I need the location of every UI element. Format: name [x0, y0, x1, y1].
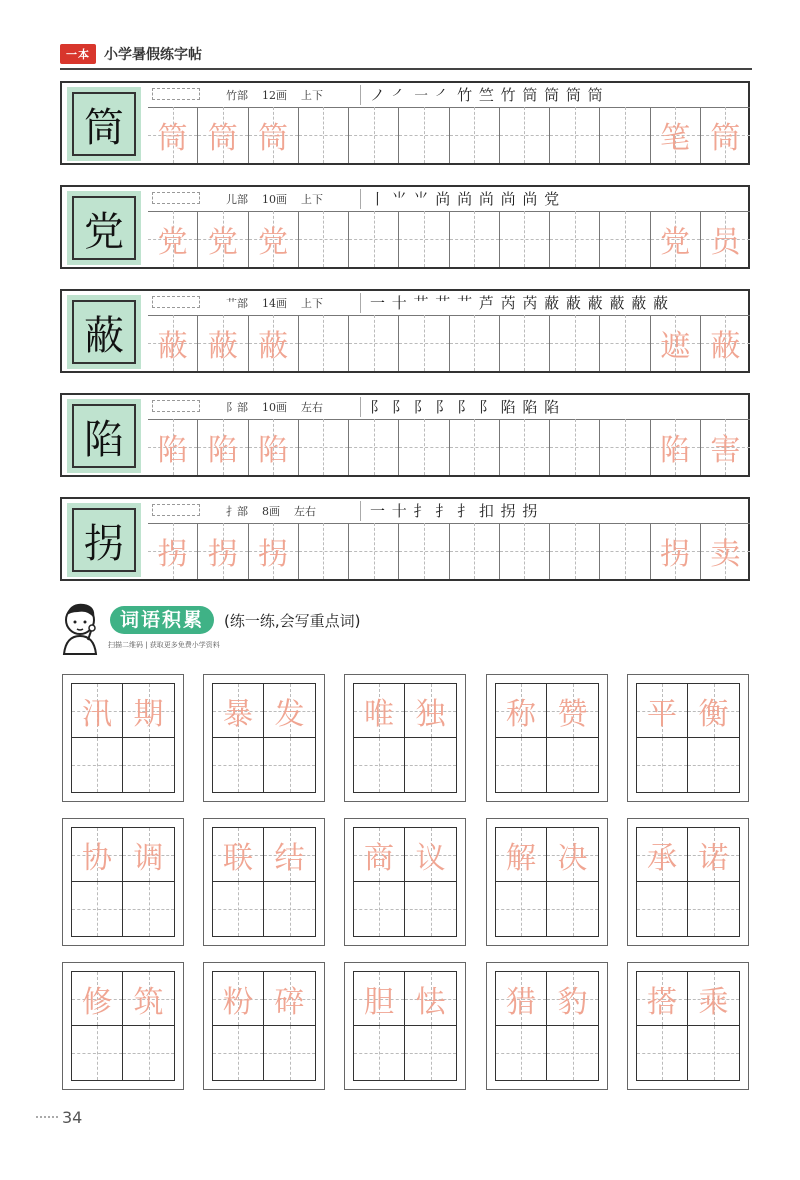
practice-cell[interactable]: [197, 211, 247, 267]
model-char: 蔽: [72, 300, 136, 364]
trace-char: 汛: [82, 696, 112, 732]
word-grid: [353, 683, 457, 793]
practice-cell[interactable]: [248, 211, 298, 267]
trace-char: 议: [415, 840, 446, 876]
practice-cell[interactable]: [650, 315, 700, 371]
word-grid: [636, 827, 740, 937]
word-cell[interactable]: [547, 882, 598, 936]
trace-char: 员: [710, 225, 741, 260]
trace-char: 拐: [157, 537, 188, 572]
word-box: [344, 674, 466, 802]
char-info-bar: [148, 499, 750, 524]
word-cell[interactable]: [688, 972, 739, 1026]
trace-char: 胆: [364, 984, 394, 1020]
word-cell[interactable]: [123, 684, 174, 738]
practice-cell[interactable]: [599, 419, 649, 475]
word-cell[interactable]: [637, 828, 688, 882]
practice-cell[interactable]: [248, 107, 298, 163]
word-cell[interactable]: [405, 1026, 456, 1080]
word-cell[interactable]: [405, 882, 456, 936]
practice-cell[interactable]: [449, 419, 499, 475]
char-info-bar: [148, 83, 750, 108]
trace-char: 协: [82, 840, 112, 876]
trace-char: 猎: [506, 984, 536, 1020]
word-grid: [353, 827, 457, 937]
word-grid: [71, 827, 175, 937]
word-grid: [212, 683, 316, 793]
practice-grid: [148, 419, 750, 475]
model-char: 陷: [72, 404, 136, 468]
word-cell[interactable]: [354, 828, 405, 882]
word-cell[interactable]: [496, 882, 547, 936]
practice-cell[interactable]: [549, 211, 599, 267]
word-cell[interactable]: [264, 972, 315, 1026]
section-title: 词语积累: [110, 606, 214, 634]
char-meta: 儿部 10画 上下: [226, 193, 323, 206]
char-info-bar: [148, 291, 750, 316]
practice-cell[interactable]: [148, 523, 197, 579]
info-separator: [360, 85, 361, 105]
practice-grid: [148, 315, 750, 371]
word-grid: [71, 683, 175, 793]
trace-char: 党: [207, 225, 238, 260]
boy-thinking-icon: [58, 600, 106, 656]
word-box: [344, 818, 466, 946]
model-char-box: [67, 503, 141, 577]
char-row: [60, 497, 750, 581]
trace-char: 结: [274, 840, 305, 876]
model-char-box: [67, 191, 141, 265]
trace-char: 豹: [557, 984, 588, 1020]
word-cell[interactable]: [72, 1026, 123, 1080]
practice-cell[interactable]: [248, 523, 298, 579]
word-cell[interactable]: [123, 882, 174, 936]
practice-cell[interactable]: [449, 523, 499, 579]
practice-cell[interactable]: [549, 107, 599, 163]
practice-cell[interactable]: [650, 419, 700, 475]
trace-char: 唯: [364, 696, 394, 732]
trace-char: 赞: [557, 696, 588, 732]
practice-cell[interactable]: [449, 107, 499, 163]
trace-char: 蔽: [258, 329, 289, 364]
trace-char: 解: [506, 840, 536, 876]
info-separator: [360, 397, 361, 417]
model-char: 筒: [72, 92, 136, 156]
word-cell[interactable]: [264, 882, 315, 936]
word-cell[interactable]: [354, 972, 405, 1026]
trace-char: 诺: [698, 840, 729, 876]
word-cell[interactable]: [547, 1026, 598, 1080]
word-cell[interactable]: [72, 882, 123, 936]
practice-cell[interactable]: [599, 107, 649, 163]
word-cell[interactable]: [688, 738, 739, 792]
word-cell[interactable]: [496, 738, 547, 792]
trace-char: 筒: [710, 121, 741, 156]
word-cell[interactable]: [637, 972, 688, 1026]
stroke-order: 阝 阝 阝 阝 阝 阝 陷 陷 陷: [370, 398, 561, 416]
trace-char: 搭: [647, 984, 677, 1020]
trace-char: 陷: [258, 433, 289, 468]
char-info-bar: [148, 187, 750, 212]
word-grid: [495, 683, 599, 793]
info-separator: [360, 501, 361, 521]
word-cell[interactable]: [637, 1026, 688, 1080]
practice-cell[interactable]: [398, 211, 448, 267]
trace-char: 筑: [133, 984, 164, 1020]
word-cell[interactable]: [354, 738, 405, 792]
practice-cell[interactable]: [148, 419, 197, 475]
word-cell[interactable]: [72, 738, 123, 792]
practice-cell[interactable]: [398, 419, 448, 475]
word-cell[interactable]: [496, 828, 547, 882]
trace-char: 决: [557, 840, 588, 876]
practice-cell[interactable]: [398, 523, 448, 579]
word-cell[interactable]: [637, 684, 688, 738]
word-cell[interactable]: [354, 1026, 405, 1080]
word-cell[interactable]: [123, 738, 174, 792]
info-separator: [360, 293, 361, 313]
pinyin-box[interactable]: [152, 504, 200, 516]
char-meta: 扌部 8画 左右: [226, 505, 316, 518]
practice-cell[interactable]: [197, 419, 247, 475]
word-cell[interactable]: [405, 738, 456, 792]
model-char-box: [67, 87, 141, 161]
practice-cell[interactable]: [700, 315, 750, 371]
practice-cell[interactable]: [499, 315, 549, 371]
word-cell[interactable]: [264, 684, 315, 738]
char-meta: 竹部 12画 上下: [226, 89, 323, 102]
word-box: [62, 674, 184, 802]
section-small-print: 扫描二维码 | 获取更多免费小学资料: [108, 641, 220, 649]
trace-char: 调: [133, 840, 164, 876]
word-cell[interactable]: [405, 684, 456, 738]
char-info-bar: [148, 395, 750, 420]
word-cell[interactable]: [213, 738, 264, 792]
practice-cell[interactable]: [298, 419, 348, 475]
word-cell[interactable]: [354, 684, 405, 738]
word-cell[interactable]: [264, 828, 315, 882]
practice-cell[interactable]: [650, 523, 700, 579]
trace-char: 暴: [223, 696, 253, 732]
practice-cell[interactable]: [449, 315, 499, 371]
word-cell[interactable]: [264, 738, 315, 792]
trace-char: 党: [660, 225, 691, 260]
header-divider: [60, 68, 752, 70]
word-cell[interactable]: [637, 882, 688, 936]
practice-cell[interactable]: [298, 211, 348, 267]
word-cell[interactable]: [496, 972, 547, 1026]
practice-cell[interactable]: [599, 315, 649, 371]
trace-char: 陷: [207, 433, 238, 468]
series-badge: 一本: [60, 44, 96, 64]
practice-cell[interactable]: [650, 107, 700, 163]
word-cell[interactable]: [637, 738, 688, 792]
word-grid: [353, 971, 457, 1081]
trace-char: 党: [157, 225, 188, 260]
stroke-order: 一 十 艹 艹 艹 芦 芮 芮 蔽 蔽 蔽 蔽 蔽 蔽: [370, 294, 669, 312]
word-box: [486, 962, 608, 1090]
practice-cell[interactable]: [348, 523, 398, 579]
page-number: 34: [62, 1108, 83, 1127]
practice-cell[interactable]: [298, 107, 348, 163]
practice-cell[interactable]: [700, 211, 750, 267]
trace-char: 筒: [207, 121, 238, 156]
trace-char: 陷: [157, 433, 188, 468]
word-cell[interactable]: [688, 1026, 739, 1080]
trace-char: 筒: [157, 121, 188, 156]
word-cell[interactable]: [354, 882, 405, 936]
practice-cell[interactable]: [348, 315, 398, 371]
word-cell[interactable]: [213, 828, 264, 882]
practice-cell[interactable]: [248, 419, 298, 475]
trace-char: 害: [710, 433, 741, 468]
trace-char: 期: [133, 696, 164, 732]
word-box: [627, 674, 749, 802]
practice-cell[interactable]: [499, 211, 549, 267]
trace-char: 碎: [274, 984, 305, 1020]
trace-char: 粉: [223, 984, 253, 1020]
stroke-order: ノ ㇒ ㇐ ㇒ 竹 竺 竹 筒 筒 筒 筒: [370, 86, 604, 104]
trace-char: 蔽: [207, 329, 238, 364]
trace-char: 独: [415, 696, 446, 732]
word-grid: [495, 971, 599, 1081]
word-box: [486, 818, 608, 946]
practice-cell[interactable]: [700, 523, 750, 579]
practice-cell[interactable]: [148, 107, 197, 163]
practice-cell[interactable]: [398, 315, 448, 371]
trace-char: 怯: [415, 984, 446, 1020]
word-box: [62, 818, 184, 946]
practice-cell[interactable]: [650, 211, 700, 267]
word-cell[interactable]: [688, 828, 739, 882]
practice-cell[interactable]: [499, 523, 549, 579]
word-box: [486, 674, 608, 802]
char-row: [60, 289, 750, 373]
word-box: [627, 962, 749, 1090]
trace-char: 拐: [660, 537, 691, 572]
practice-cell[interactable]: [599, 211, 649, 267]
word-cell[interactable]: [123, 972, 174, 1026]
word-box: [203, 818, 325, 946]
trace-char: 商: [364, 840, 394, 876]
pinyin-box[interactable]: [152, 296, 200, 308]
word-cell[interactable]: [213, 684, 264, 738]
word-cell[interactable]: [123, 828, 174, 882]
trace-char: 蔽: [157, 329, 188, 364]
trace-char: 党: [258, 225, 289, 260]
trace-char: 筒: [258, 121, 289, 156]
practice-cell[interactable]: [449, 211, 499, 267]
word-box: [344, 962, 466, 1090]
char-meta: 阝部 10画 左右: [226, 401, 323, 414]
char-row: [60, 81, 750, 165]
word-cell[interactable]: [547, 684, 598, 738]
pinyin-box[interactable]: [152, 400, 200, 412]
trace-char: 联: [223, 840, 253, 876]
practice-cell[interactable]: [298, 315, 348, 371]
stroke-order: 一 十 扌 扌 扌 扣 拐 拐: [370, 502, 539, 520]
word-box: [203, 674, 325, 802]
word-box: [627, 818, 749, 946]
model-char: 党: [72, 196, 136, 260]
word-cell[interactable]: [72, 684, 123, 738]
trace-char: 平: [647, 696, 677, 732]
word-cell[interactable]: [405, 972, 456, 1026]
practice-cell[interactable]: [398, 107, 448, 163]
word-cell[interactable]: [688, 684, 739, 738]
trace-char: 乘: [698, 984, 729, 1020]
page-number-decoration: [36, 1116, 58, 1118]
practice-cell[interactable]: [197, 523, 247, 579]
practice-cell[interactable]: [499, 107, 549, 163]
word-grid: [71, 971, 175, 1081]
word-box: [62, 962, 184, 1090]
char-row: [60, 185, 750, 269]
word-cell[interactable]: [72, 828, 123, 882]
practice-cell[interactable]: [298, 523, 348, 579]
practice-cell[interactable]: [499, 419, 549, 475]
trace-char: 拐: [258, 537, 289, 572]
practice-cell[interactable]: [348, 107, 398, 163]
practice-cell[interactable]: [197, 107, 247, 163]
practice-cell[interactable]: [700, 419, 750, 475]
word-cell[interactable]: [123, 1026, 174, 1080]
word-cell[interactable]: [405, 828, 456, 882]
trace-char: 陷: [660, 433, 691, 468]
trace-char: 发: [274, 696, 305, 732]
word-cell[interactable]: [547, 972, 598, 1026]
practice-cell[interactable]: [549, 315, 599, 371]
word-grid: [495, 827, 599, 937]
practice-cell[interactable]: [197, 315, 247, 371]
practice-cell[interactable]: [348, 419, 398, 475]
info-separator: [360, 189, 361, 209]
word-grid: [636, 683, 740, 793]
word-cell[interactable]: [72, 972, 123, 1026]
char-meta: 艹部 14画 上下: [226, 297, 323, 310]
word-cell[interactable]: [688, 882, 739, 936]
trace-char: 卖: [710, 537, 741, 572]
model-char-box: [67, 399, 141, 473]
trace-char: 蔽: [710, 329, 741, 364]
trace-char: 修: [82, 984, 112, 1020]
word-box: [203, 962, 325, 1090]
trace-char: 笔: [660, 121, 691, 156]
practice-cell[interactable]: [148, 315, 197, 371]
practice-cell[interactable]: [549, 419, 599, 475]
practice-cell[interactable]: [148, 211, 197, 267]
word-cell[interactable]: [547, 738, 598, 792]
stroke-order: 丨 ⺌ ⺌ 尚 尚 尚 尚 尚 党: [370, 190, 561, 208]
word-grid: [636, 971, 740, 1081]
practice-cell[interactable]: [700, 107, 750, 163]
word-section-header: [58, 600, 458, 660]
word-cell[interactable]: [496, 1026, 547, 1080]
word-cell[interactable]: [213, 972, 264, 1026]
word-grid: [212, 827, 316, 937]
practice-cell[interactable]: [549, 523, 599, 579]
trace-char: 遮: [660, 329, 691, 364]
word-cell[interactable]: [213, 882, 264, 936]
word-cell[interactable]: [264, 1026, 315, 1080]
practice-grid: [148, 211, 750, 267]
trace-char: 承: [647, 840, 677, 876]
model-char: 拐: [72, 508, 136, 572]
pinyin-box[interactable]: [152, 192, 200, 204]
word-cell[interactable]: [496, 684, 547, 738]
model-char-box: [67, 295, 141, 369]
word-cell[interactable]: [547, 828, 598, 882]
trace-char: 拐: [207, 537, 238, 572]
practice-cell[interactable]: [348, 211, 398, 267]
book-title: 小学暑假练字帖: [104, 47, 202, 63]
practice-cell[interactable]: [599, 523, 649, 579]
section-subtitle: (练一练,会写重点词): [224, 612, 361, 630]
word-grid: [212, 971, 316, 1081]
word-cell[interactable]: [213, 1026, 264, 1080]
trace-char: 称: [506, 696, 536, 732]
pinyin-box[interactable]: [152, 88, 200, 100]
practice-grid: [148, 523, 750, 579]
practice-grid: [148, 107, 750, 163]
page-header: [60, 43, 202, 65]
practice-cell[interactable]: [248, 315, 298, 371]
trace-char: 衡: [698, 696, 729, 732]
char-row: [60, 393, 750, 477]
